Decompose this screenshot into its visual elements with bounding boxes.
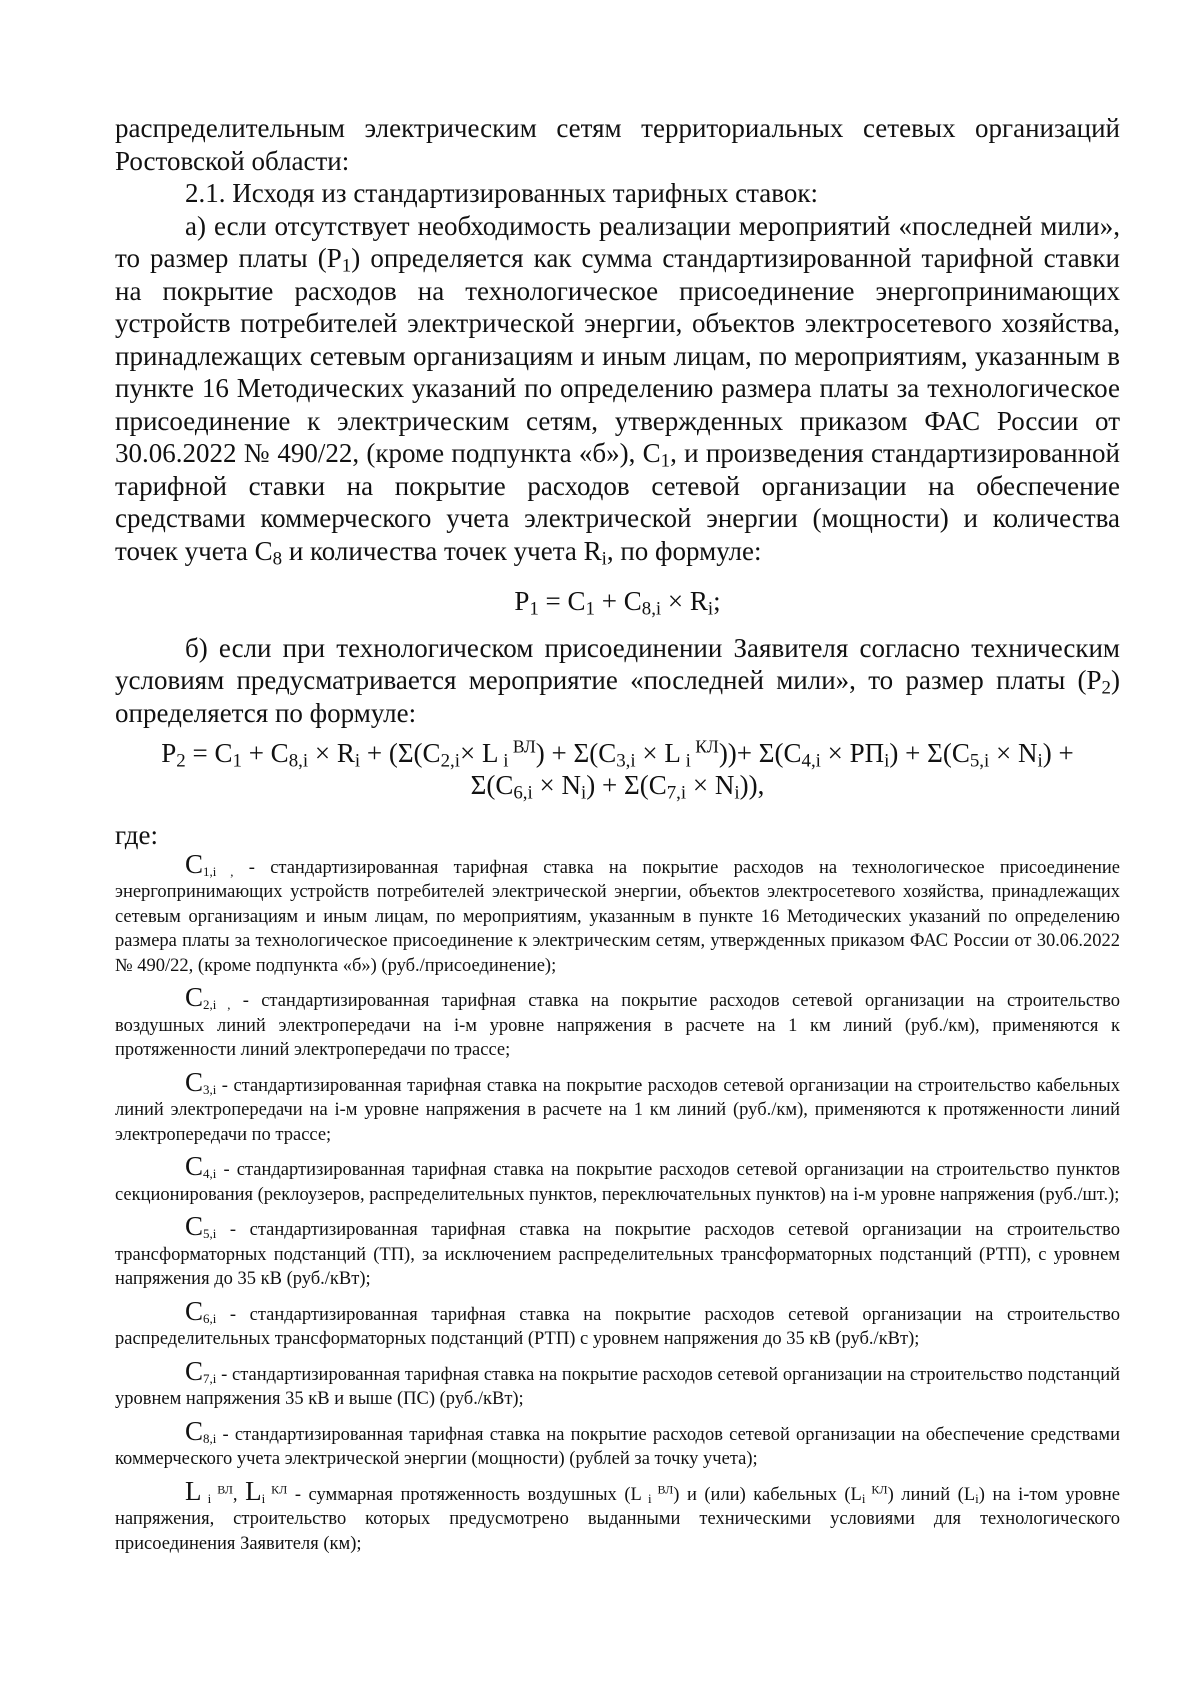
definition-c3: [115, 1066, 1120, 1148]
def-text: стандартизированная тарифная ставка на покрытие расходов сетевой организации на строительство подстанций уровнем напряжения 35 кВ и выше (ПС) (руб./кВт);: [115, 1364, 1120, 1409]
def-symbol-sub: 2,i ,: [203, 997, 231, 1013]
paragraph-2-1: 2.1. Исходя из стандартизированных тарифных ставок:: [185, 178, 818, 208]
def-text: ) на i-том уровне напряжения, строительство которых предусмотрено выданными техническими условиями для технологического присоединения Заявителя (км);: [115, 1484, 1120, 1554]
formula-text: × N: [686, 770, 735, 800]
formula-sub: 6,i: [513, 782, 533, 804]
def-sub: i: [975, 1490, 979, 1506]
formula-sub: 1: [529, 598, 539, 620]
def-symbol: C: [185, 1066, 204, 1097]
formula-text: ) + Σ(C: [535, 738, 617, 768]
def-symbol: C: [185, 1295, 204, 1326]
formula-sub: 5,i: [969, 750, 990, 772]
def-symbol-sub: 6,i: [203, 1310, 217, 1326]
subscript: 1: [341, 255, 352, 277]
def-symbol-sup: КЛ: [265, 1481, 288, 1496]
def-symbol: C: [185, 1151, 204, 1181]
def-symbol: L: [185, 1475, 202, 1506]
formula-sub: i: [498, 750, 509, 772]
formula-sup: КЛ: [690, 736, 719, 757]
formula-sub: 1: [232, 750, 242, 772]
def-text: - суммарная протяженность воздушных (L: [287, 1484, 642, 1505]
def-symbol-sub: i: [261, 1490, 266, 1506]
formula-sub: i: [680, 750, 691, 772]
def-symbol: C: [185, 1211, 204, 1241]
formula-line-2: [115, 769, 1120, 804]
definition-l: [115, 1475, 1120, 1557]
formula-p1: [115, 585, 1120, 618]
def-text: ) линий (L: [887, 1484, 976, 1505]
def-dash: -: [216, 1160, 237, 1180]
text: ) определяется как сумма стандартизированной тарифной ставки на покрытие расходов на технологическое присоединение энергопринимающих устройств потребителей электрической энергии, объектов электросетевого хозяйства, принадлежащих сетевым организациям и иным лицам, по мероприятиям, указанным в пункте 16 Методических указаний по определению размера платы за технологическое присоединение к электрическим сетям, утвержденных приказом ФАС России от 30.06.2022 № 490/22, (кроме подпункта «б»), C: [115, 243, 1120, 468]
def-text: стандартизированная тарифная ставка на покрытие расходов на технологическое присоединение энергопринимающих устройств потребителей электрической энергии, объектов электросетевого хозяйства, принадлежащих сетевым организациям и иным лицам, по мероприятиям, указанным в пункте 16 Методических указаний по определению размера платы за технологическое присоединение к электрическим сетям, утвержденных приказом ФАС России от 30.06.2022 № 490/22, (кроме подпункта «б») (руб./присоединение);: [115, 857, 1120, 976]
formula-sub: 3,i: [616, 750, 636, 772]
def-symbol: C: [185, 1355, 204, 1386]
formula-text: = C: [538, 586, 586, 616]
formula-sub: 2: [176, 750, 186, 772]
formula-text: × L: [459, 738, 499, 768]
def-sub: i: [861, 1490, 866, 1506]
def-symbol-sub: 5,i: [203, 1226, 217, 1242]
formula-sub: 8,i: [288, 750, 309, 772]
definition-c6: [115, 1295, 1120, 1352]
definition-c5: [115, 1211, 1120, 1292]
def-symbol-sub: 8,i: [203, 1430, 217, 1446]
formula-text: ))+ Σ(C: [718, 738, 802, 768]
text: и количества точек учета R: [282, 535, 602, 566]
formula-text: + (Σ(C: [360, 738, 441, 768]
def-text: стандартизированная тарифная ставка на покрытие расходов сетевой организации на строительство пунктов секционирования (реклоузеров, распределительных пунктов, переключательных пунктов) на i-м уровне напряжения (руб./шт.);: [115, 1160, 1120, 1205]
def-symbol-sub: 1,i ,: [203, 863, 234, 879]
def-sup: ВЛ: [651, 1481, 674, 1496]
formula-p2: [115, 736, 1120, 804]
formula-text: × N: [532, 770, 582, 800]
formula-sub: i: [1037, 750, 1043, 772]
def-symbol: C: [185, 982, 204, 1012]
formula-text: ) + Σ(C: [586, 770, 667, 800]
def-symbol-sub: 7,i: [203, 1370, 217, 1386]
formula-text: P: [161, 738, 177, 768]
definition-c2: [115, 982, 1120, 1063]
def-dash: -: [216, 1424, 235, 1445]
subscript: i: [601, 548, 607, 570]
formula-text: × N: [989, 738, 1038, 768]
text: , и произведения стандартизированной тарифной ставки на покрытие расходов сетевой организации на обеспечение средствами коммерческого учета электрической энергии (мощности) и количества точек учета C: [115, 438, 1120, 566]
definition-c1: [115, 848, 1120, 979]
formula-line-1: [115, 736, 1120, 772]
formula-sub: 7,i: [666, 782, 687, 804]
def-symbol-sub: i: [201, 1490, 212, 1506]
formula-sup: ВЛ: [508, 736, 536, 757]
formula-sub: i: [354, 750, 361, 772]
paragraph-intro: распределительным электрическим сетям территориальных сетевых организаций Ростовской области:: [115, 113, 1120, 176]
def-sup: КЛ: [865, 1481, 888, 1496]
def-text: ) и (или) кабельных (L: [673, 1484, 862, 1505]
def-dash: -: [233, 857, 271, 878]
def-symbol: C: [185, 848, 204, 879]
formula-text: ) + Σ(C: [889, 738, 970, 768]
formula-text: × R: [661, 586, 708, 616]
formula-text: P: [514, 586, 530, 616]
def-symbol-sub: 3,i: [203, 1081, 217, 1097]
def-text: стандартизированная тарифная ставка на покрытие расходов сетевой организации на строительство воздушных линий электропередачи на i-м уровне напряжения в расчете на 1 км линий (руб./км), применяются к протяженности линий электропередачи по трассе;: [115, 991, 1120, 1060]
def-symbol: L: [245, 1475, 262, 1506]
def-text: стандартизированная тарифная ставка на покрытие расходов сетевой организации на обеспечение средствами коммерческого учета электрической энергии (мощности) (рублей за точку учета);: [115, 1424, 1120, 1469]
formula-text: Σ(C: [470, 770, 514, 800]
formula-text: )),: [739, 770, 765, 800]
definition-c8: [115, 1415, 1120, 1472]
definitions-list: [115, 848, 1120, 1557]
paragraph-b: [115, 632, 1120, 730]
def-symbol-sub: 4,i: [203, 1166, 217, 1182]
formula-text: × РП: [820, 738, 885, 768]
formula-text: × R: [308, 738, 355, 768]
def-dash: -: [216, 1220, 250, 1240]
formula-sub: i: [734, 782, 740, 804]
text: а) если отсутствует необходимость реализации мероприятий «последней мили», то размер платы (P: [115, 210, 1120, 273]
formula-sub: 8,i: [641, 598, 662, 620]
def-text: стандартизированная тарифная ставка на покрытие расходов сетевой организации на строительство распределительных трансформаторных подстанций (РТП) с уровнем напряжения до 35 кВ (руб./кВт);: [115, 1304, 1120, 1349]
paragraph-a: [115, 210, 1120, 568]
def-text: стандартизированная тарифная ставка на покрытие расходов сетевой организации на строительство трансформаторных подстанций (ТП), за исключением распределительных трансформаторных подстанций (РТП), с уровнем напряжения до 35 кВ (руб./кВт);: [115, 1220, 1120, 1289]
subscript: 2: [1101, 677, 1111, 699]
formula-text: × L: [635, 738, 681, 768]
formula-text: + C: [241, 738, 289, 768]
formula-text: = C: [185, 738, 233, 768]
def-symbol: C: [185, 1415, 204, 1446]
def-dash: -: [216, 1304, 250, 1325]
formula-sub: 1: [585, 598, 595, 620]
main-text: [115, 112, 1120, 852]
formula-sub: i: [884, 750, 890, 772]
where-label: где:: [115, 820, 158, 850]
formula-sub: 4,i: [801, 750, 821, 772]
formula-text: ;: [713, 586, 721, 616]
def-text: стандартизированная тарифная ставка на покрытие расходов сетевой организации на строительство кабельных линий электропередачи на i-м уровне напряжения в расчете на 1 км линий (руб./км), применяются к протяженности линий электропередачи по трассе;: [115, 1075, 1120, 1145]
subscript: 8: [272, 548, 283, 570]
def-symbol-sup: ВЛ: [211, 1481, 233, 1496]
formula-sub: 2,i: [440, 750, 460, 772]
def-sub: i: [641, 1490, 652, 1506]
formula-sub: i: [707, 598, 714, 620]
formula-text: ) +: [1042, 738, 1074, 768]
text: ) определяется по формуле:: [115, 665, 1120, 728]
def-dash: -: [216, 1075, 234, 1096]
text: б) если при технологическом присоединении Заявителя согласно техническим условиям предусматривается мероприятие «последней мили», то размер платы (P: [115, 632, 1120, 695]
text: , по формуле:: [606, 535, 762, 566]
formula-text: + C: [595, 586, 642, 616]
definition-c7: [115, 1355, 1120, 1412]
subscript: 1: [660, 450, 671, 472]
definition-c4: [115, 1151, 1120, 1207]
def-dash: -: [216, 1364, 232, 1385]
def-comma: ,: [232, 1484, 246, 1505]
def-dash: -: [230, 991, 262, 1011]
formula-sub: i: [581, 782, 587, 804]
